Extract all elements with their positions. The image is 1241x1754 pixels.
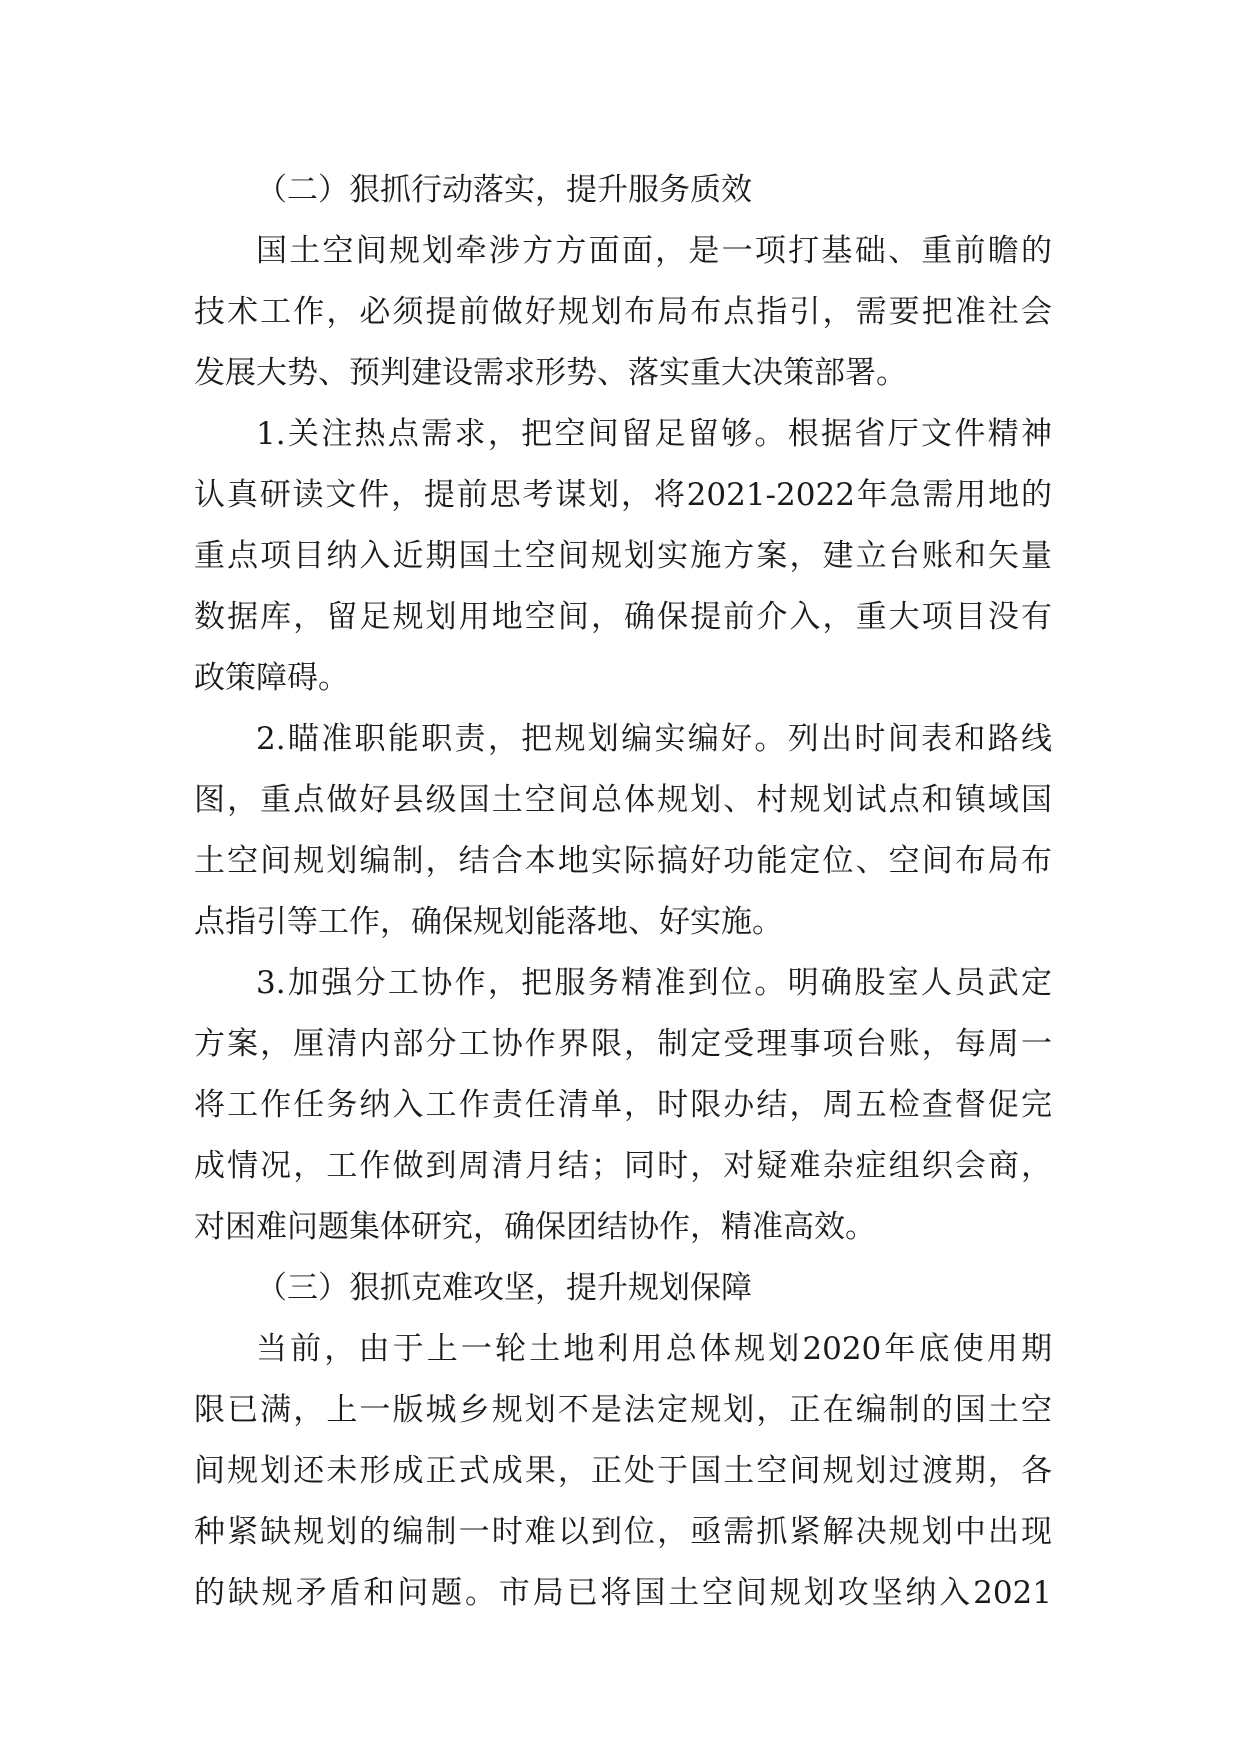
paragraph-line: 的缺规矛盾和问题。市局已将国土空间规划攻坚纳入2021 — [194, 1575, 1052, 1611]
list-item-3-line: 成情况，工作做到周清月结；同时，对疑难杂症组织会商， — [194, 1148, 1052, 1184]
list-item-2-line: 图，重点做好县级国土空间总体规划、村规划试点和镇域国 — [194, 782, 1052, 818]
paragraph-line: 发展大势、预判建设需求形势、落实重大决策部署。 — [194, 355, 907, 391]
list-item-3-line: 方案，厘清内部分工协作界限，制定受理事项台账，每周一 — [194, 1026, 1052, 1062]
paragraph-line: 限已满，上一版城乡规划不是法定规划，正在编制的国土空 — [194, 1392, 1052, 1428]
list-item-1-line: 认真研读文件，提前思考谋划，将2021-2022年急需用地的 — [194, 477, 1052, 513]
list-item-3-line: 将工作任务纳入工作责任清单，时限办结，周五检查督促完 — [194, 1087, 1052, 1123]
paragraph-line: 间规划还未形成正式成果，正处于国土空间规划过渡期，各 — [194, 1453, 1052, 1489]
paragraph-line: 国土空间规划牵涉方方面面，是一项打基础、重前瞻的 — [256, 233, 1052, 269]
paragraph-line: 种紧缺规划的编制一时难以到位，亟需抓紧解决规划中出现 — [194, 1514, 1052, 1550]
list-item-1-line: 数据库，留足规划用地空间，确保提前介入，重大项目没有 — [194, 599, 1052, 635]
list-item-3-line: 3.加强分工协作，把服务精准到位。明确股室人员武定 — [256, 965, 1052, 1001]
paragraph-line: 技术工作，必须提前做好规划布局布点指引，需要把准社会 — [194, 294, 1052, 330]
document-body — [194, 160, 1052, 1624]
list-item-2-line: 点指引等工作，确保规划能落地、好实施。 — [194, 904, 783, 940]
paragraph-line: 当前，由于上一轮土地利用总体规划2020年底使用期 — [256, 1331, 1052, 1367]
list-item-2-line: 2.瞄准职能职责，把规划编实编好。列出时间表和路线 — [256, 721, 1052, 757]
list-item-1-line: 政策障碍。 — [194, 660, 349, 696]
section-heading-3: （三）狠抓克难攻坚，提升规划保障 — [256, 1270, 752, 1306]
list-item-3-line: 对困难问题集体研究，确保团结协作，精准高效。 — [194, 1209, 876, 1245]
list-item-1-line: 重点项目纳入近期国土空间规划实施方案，建立台账和矢量 — [194, 538, 1052, 574]
list-item-2-line: 土空间规划编制，结合本地实际搞好功能定位、空间布局布 — [194, 843, 1052, 879]
list-item-1-line: 1.关注热点需求，把空间留足留够。根据省厅文件精神 — [256, 416, 1052, 452]
section-heading-2: （二）狠抓行动落实，提升服务质效 — [256, 172, 752, 208]
